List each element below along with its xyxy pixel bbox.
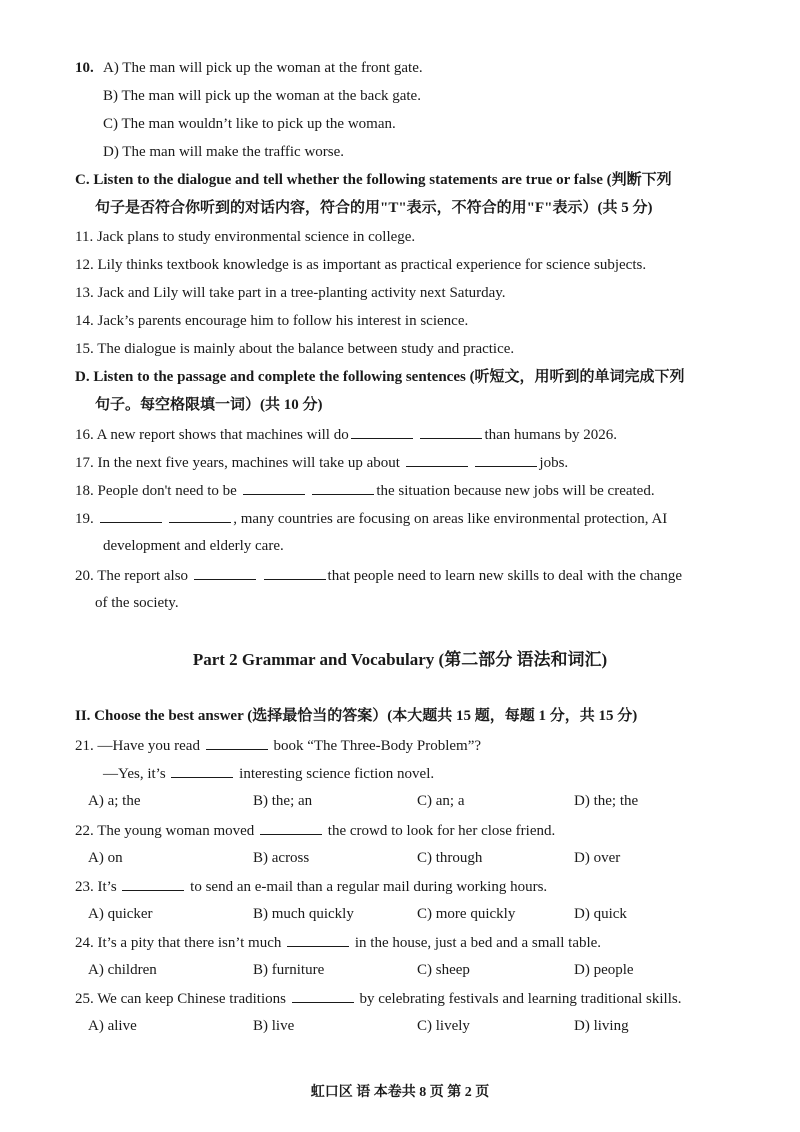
q24-text-before: 24. It’s a pity that there isn’t much	[75, 935, 282, 951]
q16-text-before: 16. A new report shows that machines will do	[75, 427, 349, 443]
section-ii-heading: II. Choose the best answer (选择最恰当的答案）(本大题共 15 题，每题 1 分，共 15 分)	[75, 708, 638, 724]
q19	[75, 508, 667, 529]
q10-option-a: A) The man will pick up the woman at the front gate.	[103, 60, 423, 76]
q25-option-d[interactable]: D) living	[574, 1018, 629, 1034]
q20-text-before: 20. The report also	[75, 568, 189, 584]
q21-text-after-2: interesting science fiction novel.	[239, 766, 435, 782]
q25-text-after: by celebrating festivals and learning traditional skills.	[359, 991, 682, 1007]
q23-text-before: 23. It’s	[75, 879, 117, 895]
section-c-instruction-cont: 句子是否符合你听到的对话内容，符合的用"T"表示，不符合的用"F"表示）(共 5 分)	[95, 200, 653, 216]
statement-11: 11. Jack plans to study environmental science in college.	[75, 229, 416, 245]
q16-blank-2[interactable]	[420, 424, 482, 439]
q24-option-b[interactable]: B) furniture	[253, 962, 325, 978]
section-d-instruction: D. Listen to the passage and complete the following sentences (听短文，用听到的单词完成下列	[75, 369, 685, 385]
q18-text-after: the situation because new jobs will be created.	[376, 483, 655, 499]
page-footer: 虹口区 语 本卷共 8 页 第 2 页	[310, 1085, 490, 1100]
q22-option-c[interactable]: C) through	[417, 850, 483, 866]
q16-blank-1[interactable]	[351, 424, 413, 439]
q17	[75, 452, 568, 473]
q10-option-c: C) The man wouldn’t like to pick up the woman.	[103, 116, 396, 132]
q23-text-after: to send an e-mail than a regular mail during working hours.	[190, 879, 548, 895]
q21-option-c[interactable]: C) an; a	[417, 793, 465, 809]
q21-text-before: 21. —Have you read	[75, 738, 200, 754]
q20-blank-2[interactable]	[264, 565, 326, 580]
q17-blank-2[interactable]	[475, 452, 537, 467]
q25-option-b[interactable]: B) live	[253, 1018, 295, 1034]
q21-option-d[interactable]: D) the; the	[574, 793, 639, 809]
q23	[75, 876, 547, 897]
statement-13: 13. Jack and Lily will take part in a tree-planting activity next Saturday.	[75, 285, 506, 301]
q19-continuation: development and elderly care.	[103, 538, 284, 554]
section-c-instruction: C. Listen to the dialogue and tell whether the following statements are true or false (判断下列	[75, 172, 672, 188]
q22-text-before: 22. The young woman moved	[75, 823, 255, 839]
q18-blank-1[interactable]	[243, 480, 305, 495]
q22-option-d[interactable]: D) over	[574, 850, 621, 866]
q24-option-d[interactable]: D) people	[574, 962, 634, 978]
q21-text-before-2: —Yes, it’s	[103, 766, 166, 782]
q19-text-before: 19.	[75, 511, 94, 527]
q23-option-d[interactable]: D) quick	[574, 906, 627, 922]
q21-option-b[interactable]: B) the; an	[253, 793, 313, 809]
q18-text-before: 18. People don't need to be	[75, 483, 237, 499]
q21-line-2	[103, 763, 434, 784]
q25-option-c[interactable]: C) lively	[417, 1018, 470, 1034]
q16	[75, 424, 617, 445]
section-d-instruction-cont: 句子。每空格限填一词）(共 10 分)	[95, 397, 323, 413]
q22	[75, 820, 555, 841]
q25-option-a[interactable]: A) alive	[88, 1018, 137, 1034]
q21-blank-1[interactable]	[206, 735, 268, 750]
q19-blank-2[interactable]	[169, 508, 231, 523]
q19-text-after: , many countries are focusing on areas like environmental protection, AI	[233, 511, 668, 527]
statement-14: 14. Jack’s parents encourage him to follow his interest in science.	[75, 313, 469, 329]
q10-option-d: D) The man will make the traffic worse.	[103, 144, 345, 160]
q23-option-a[interactable]: A) quicker	[88, 906, 153, 922]
q22-option-b[interactable]: B) across	[253, 850, 310, 866]
q21-blank-2[interactable]	[171, 763, 233, 778]
q18-blank-2[interactable]	[312, 480, 374, 495]
q23-blank[interactable]	[122, 876, 184, 891]
q24-option-a[interactable]: A) children	[88, 962, 157, 978]
q24-blank[interactable]	[287, 932, 349, 947]
q23-option-b[interactable]: B) much quickly	[253, 906, 354, 922]
q25	[75, 988, 681, 1009]
q20-text-after: that people need to learn new skills to deal with the change	[327, 568, 683, 584]
part-2-title: Part 2 Grammar and Vocabulary (第二部分 语法和词汇)	[192, 650, 608, 669]
q21-text-after: book “The Three-Body Problem”?	[273, 738, 482, 754]
q20	[75, 565, 682, 586]
q24-option-c[interactable]: C) sheep	[417, 962, 470, 978]
q10-number: 10.	[75, 60, 94, 76]
q21-line-1	[75, 735, 481, 756]
q20-blank-1[interactable]	[194, 565, 256, 580]
q16-text-after: than humans by 2026.	[484, 427, 617, 443]
q25-text-before: 25. We can keep Chinese traditions	[75, 991, 286, 1007]
q20-continuation: of the society.	[95, 595, 179, 611]
q23-option-c[interactable]: C) more quickly	[417, 906, 516, 922]
q22-option-a[interactable]: A) on	[88, 850, 123, 866]
q21-option-a[interactable]: A) a; the	[88, 793, 141, 809]
q22-text-after: the crowd to look for her close friend.	[327, 823, 556, 839]
q17-blank-1[interactable]	[406, 452, 468, 467]
q18	[75, 480, 655, 501]
statement-15: 15. The dialogue is mainly about the balance between study and practice.	[75, 341, 515, 357]
statement-12: 12. Lily thinks textbook knowledge is as important as practical experience for science subjects.	[75, 257, 647, 273]
q24	[75, 932, 601, 953]
q17-text-after: jobs.	[539, 455, 569, 471]
q25-blank[interactable]	[292, 988, 354, 1003]
q19-blank-1[interactable]	[100, 508, 162, 523]
q24-text-after: in the house, just a bed and a small table.	[354, 935, 602, 951]
q22-blank[interactable]	[260, 820, 322, 835]
q10-option-b: B) The man will pick up the woman at the back gate.	[103, 88, 421, 104]
q17-text-before: 17. In the next five years, machines will take up about	[75, 455, 400, 471]
